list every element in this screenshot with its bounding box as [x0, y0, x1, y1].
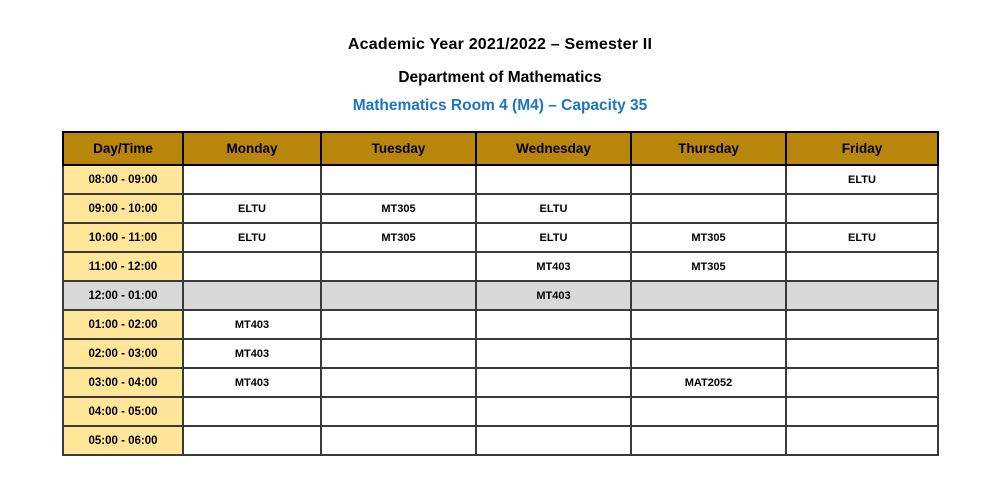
course-cell: MAT2052	[631, 368, 786, 397]
timetable-body	[63, 165, 938, 455]
empty-cell	[321, 281, 476, 310]
table-row	[63, 339, 938, 368]
empty-cell	[631, 397, 786, 426]
empty-cell	[321, 426, 476, 455]
department-title: Department of Mathematics	[398, 69, 602, 86]
time-slot-label: 04:00 - 05:00	[63, 397, 183, 426]
empty-cell	[786, 339, 938, 368]
empty-cell	[321, 339, 476, 368]
empty-cell	[786, 281, 938, 310]
empty-cell	[786, 310, 938, 339]
day-time-header: Day/Time	[63, 132, 183, 165]
empty-cell	[476, 165, 631, 194]
table-row	[63, 426, 938, 455]
time-slot-label: 10:00 - 11:00	[63, 223, 183, 252]
empty-cell	[786, 194, 938, 223]
course-cell: ELTU	[476, 223, 631, 252]
day-header-tuesday: Tuesday	[321, 132, 476, 165]
empty-cell	[183, 165, 321, 194]
empty-cell	[631, 339, 786, 368]
empty-cell	[321, 165, 476, 194]
empty-cell	[183, 397, 321, 426]
empty-cell	[183, 426, 321, 455]
time-slot-label: 11:00 - 12:00	[63, 252, 183, 281]
day-header-wednesday: Wednesday	[476, 132, 631, 165]
empty-cell	[476, 310, 631, 339]
empty-cell	[321, 252, 476, 281]
course-cell: MT305	[631, 252, 786, 281]
course-cell: MT305	[321, 194, 476, 223]
course-cell: MT403	[183, 310, 321, 339]
empty-cell	[476, 426, 631, 455]
table-row	[63, 194, 938, 223]
header-row	[63, 132, 938, 165]
empty-cell	[476, 397, 631, 426]
empty-cell	[786, 397, 938, 426]
course-cell: MT403	[476, 281, 631, 310]
empty-cell	[631, 165, 786, 194]
time-slot-label: 08:00 - 09:00	[63, 165, 183, 194]
empty-cell	[321, 368, 476, 397]
time-slot-label: 01:00 - 02:00	[63, 310, 183, 339]
empty-cell	[786, 368, 938, 397]
day-header-monday: Monday	[183, 132, 321, 165]
table-row	[63, 165, 938, 194]
time-slot-label: 05:00 - 06:00	[63, 426, 183, 455]
day-header-friday: Friday	[786, 132, 938, 165]
course-cell: ELTU	[786, 165, 938, 194]
course-cell: MT305	[321, 223, 476, 252]
time-slot-label: 09:00 - 10:00	[63, 194, 183, 223]
empty-cell	[476, 339, 631, 368]
table-row	[63, 281, 938, 310]
time-slot-label: 12:00 - 01:00	[63, 281, 183, 310]
time-slot-label: 03:00 - 04:00	[63, 368, 183, 397]
empty-cell	[321, 310, 476, 339]
course-cell: MT403	[476, 252, 631, 281]
table-row	[63, 397, 938, 426]
empty-cell	[321, 397, 476, 426]
table-row	[63, 368, 938, 397]
empty-cell	[476, 368, 631, 397]
table-row	[63, 252, 938, 281]
table-row	[63, 310, 938, 339]
empty-cell	[183, 281, 321, 310]
course-cell: ELTU	[476, 194, 631, 223]
table-row	[63, 223, 938, 252]
academic-year-title: Academic Year 2021/2022 – Semester II	[347, 36, 653, 53]
course-cell: MT403	[183, 368, 321, 397]
course-cell: MT305	[631, 223, 786, 252]
empty-cell	[786, 426, 938, 455]
timetable-table	[62, 131, 939, 456]
room-capacity-title: Mathematics Room 4 (M4) – Capacity 35	[352, 97, 648, 114]
title-block	[0, 0, 1000, 115]
day-header-thursday: Thursday	[631, 132, 786, 165]
course-cell: ELTU	[183, 223, 321, 252]
course-cell: MT403	[183, 339, 321, 368]
empty-cell	[786, 252, 938, 281]
time-slot-label: 02:00 - 03:00	[63, 339, 183, 368]
empty-cell	[631, 310, 786, 339]
empty-cell	[631, 281, 786, 310]
course-cell: ELTU	[786, 223, 938, 252]
course-cell: ELTU	[183, 194, 321, 223]
empty-cell	[631, 426, 786, 455]
empty-cell	[631, 194, 786, 223]
empty-cell	[183, 252, 321, 281]
